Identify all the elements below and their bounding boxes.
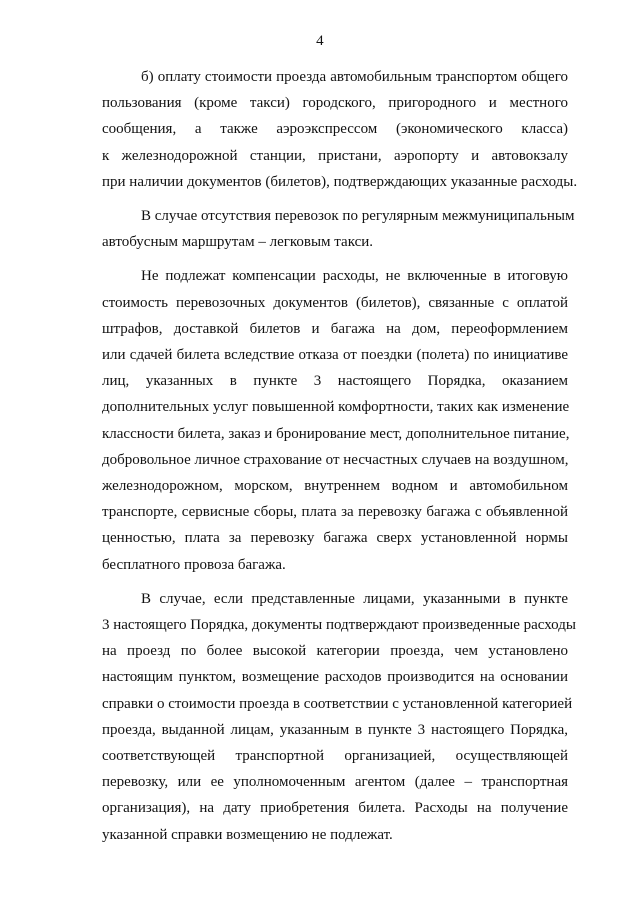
text-line: пользования (кроме такси) городского, пригородного и местного [102,95,568,112]
paragraph-higher-category [102,586,576,848]
text-line: штрафов, доставкой билетов и багажа на дом, переоформлением [102,320,568,337]
text-line: стоимость перевозочных документов (билетов), связанные с оплатой [102,294,568,311]
text-line: добровольное личное страхование от несчастных случаев на воздушном, [102,451,569,468]
paragraph-no-transport [102,203,575,255]
document-body [102,64,578,848]
text-line: сообщения, а также аэроэкспрессом (экономического класса) [102,121,568,138]
text-line: организация), на дату приобретения билета. Расходы на получение [102,800,568,817]
text-line: лиц, указанных в пункте 3 настоящего Порядка, оказанием [102,373,568,390]
text-line: к железнодорожной станции, пристани, аэропорту и автовокзалу [102,147,568,164]
text-line: бесплатного провоза багажа. [102,556,286,573]
text-line: справки о стоимости проезда в соответствии с установленной категорией [102,695,573,712]
text-line: или сдачей билета вследствие отказа от поездки (полета) по инициативе [102,347,568,364]
text-line: на проезд по более высокой категории проезда, чем установлено [102,643,568,660]
page-number: 4 [316,33,324,49]
paragraph-non-compensable [102,263,568,577]
text-line: настоящим пунктом, возмещение расходов производится на основании [102,669,568,686]
paragraph-payment-transport [102,64,578,195]
text-line: ценностью, плата за перевозку багажа сверх установленной нормы [102,530,568,547]
text-line: В случае, если представленные лицами, указанными в пункте [141,590,568,607]
text-line: указанной справки возмещению не подлежат. [102,826,393,843]
text-line: В случае отсутствия перевозок по регулярным межмуниципальным [141,208,575,225]
text-line: автобусным маршрутам – легковым такси. [102,234,374,251]
text-line: перевозку, или ее уполномоченным агентом (далее – транспортная [102,774,568,791]
text-line: Не подлежат компенсации расходы, не включенные в итоговую [141,268,568,285]
text-line: железнодорожном, морском, внутреннем водном и автомобильном [102,478,568,495]
text-line: 3 настоящего Порядка, документы подтверждают произведенные расходы [102,617,576,634]
text-line: дополнительных услуг повышенной комфортности, таких как изменение [102,399,570,416]
text-line: проезда, выданной лицам, указанным в пункте 3 настоящего Порядка, [102,721,568,738]
text-line: б) оплату стоимости проезда автомобильным транспортом общего [141,69,568,85]
text-line: транспорте, сервисные сборы, плата за перевозку багажа с объявленной [102,504,568,521]
text-line: при наличии документов (билетов), подтверждающих указанные расходы. [102,173,578,190]
text-line: классности билета, заказ и бронирование мест, дополнительное питание, [102,425,570,442]
text-line: соответствующей транспортной организацией, осуществляющей [102,748,568,765]
